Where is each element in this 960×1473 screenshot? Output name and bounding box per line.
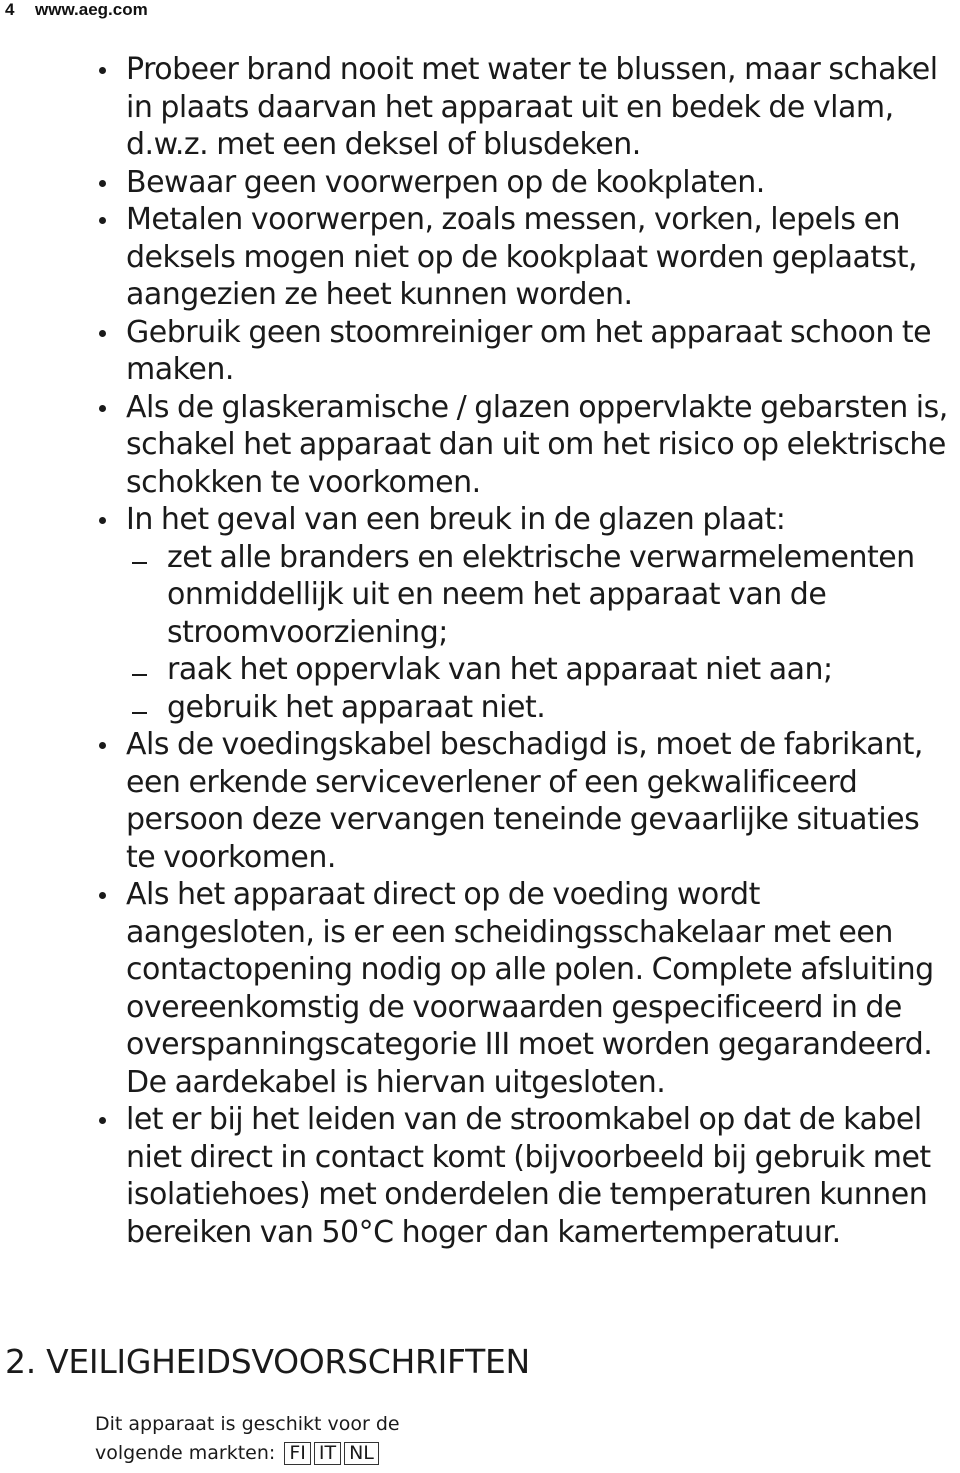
- bullet-item: [0, 1101, 960, 1251]
- market-code-box: FI: [284, 1442, 311, 1465]
- sub-list-item: [126, 539, 954, 652]
- bullet-text: Als het apparaat direct op de voeding wordt aangesloten, is er een scheidingsschakelaar met een contactopening nodig op alle polen. Complete afsluiting overeenkomstig de voorwaarden gespecificeerd in de overspanningscategorie III moet worden gegarandeerd. De aardekabel is hiervan uitgesloten.: [126, 877, 934, 1100]
- bullet-item: [0, 164, 960, 202]
- dash-icon: [132, 562, 147, 564]
- markets-note: [95, 1410, 400, 1468]
- page-number: 4: [5, 0, 15, 19]
- bullet-item: [0, 51, 960, 164]
- bullet-text: Als de glaskeramische / glazen oppervlakte gebarsten is, schakel het apparaat dan uit om het risico op elektrische schokken te voorkomen.: [126, 389, 948, 500]
- market-code-box: IT: [314, 1442, 341, 1465]
- dash-icon: [132, 712, 147, 714]
- bullet-item: [0, 726, 960, 876]
- bullet-dot-icon: [99, 517, 106, 524]
- website-url: www.aeg.com: [35, 0, 148, 19]
- bullet-text: Als de voedingskabel beschadigd is, moet de fabrikant, een erkende serviceverlener of een gekwalificeerd persoon deze vervangen teneinde gevaarlijke situaties te voorkomen.: [126, 727, 923, 875]
- bullet-text: let er bij het leiden van de stroomkabel op dat de kabel niet direct in contact komt (bijvoorbeeld bij gebruik met isolatiehoes) met onderdelen die temperaturen kunnen bereiken van 50°C hoger dan kamertemperatuur.: [126, 1102, 931, 1250]
- page-header: [5, 0, 148, 20]
- markets-line-1: Dit apparaat is geschikt voor de: [95, 1413, 400, 1435]
- markets-line-2: [95, 1439, 400, 1468]
- bullet-text: Metalen voorwerpen, zoals messen, vorken, lepels en deksels mogen niet op de kookplaat worden geplaatst, aangezien ze heet kunnen worden.: [126, 202, 918, 312]
- market-code-box: NL: [344, 1442, 379, 1465]
- bullet-dot-icon: [99, 330, 106, 337]
- bullet-text: Probeer brand nooit met water te blussen, maar schakel in plaats daarvan het apparaat uit en bedek de vlam, d.w.z. met een deksel of blusdeken.: [126, 52, 938, 162]
- bullet-item: [0, 201, 960, 314]
- sub-item-text: zet alle branders en elektrische verwarmelementen onmiddellijk uit en neem het apparaat van de stroomvoorziening;: [167, 539, 915, 650]
- sub-list-item: [126, 651, 954, 689]
- section-heading: 2. VEILIGHEIDSVOORSCHRIFTEN: [5, 1342, 530, 1381]
- bullet-dot-icon: [99, 217, 106, 224]
- bullet-item: [0, 501, 960, 726]
- safety-bullet-list: [0, 51, 960, 1251]
- bullet-text: Bewaar geen voorwerpen op de kookplaten.: [126, 164, 765, 200]
- sub-item-text: raak het oppervlak van het apparaat niet aan;: [167, 652, 833, 687]
- bullet-dot-icon: [99, 67, 106, 74]
- bullet-item: [0, 876, 960, 1101]
- markets-label: volgende markten:: [95, 1442, 276, 1464]
- bullet-text: In het geval van een breuk in de glazen plaat:: [126, 502, 786, 537]
- sub-item-text: gebruik het apparaat niet.: [167, 689, 546, 725]
- bullet-dot-icon: [99, 180, 106, 187]
- bullet-dot-icon: [99, 405, 106, 412]
- bullet-dot-icon: [99, 1117, 106, 1124]
- bullet-dot-icon: [99, 742, 106, 749]
- sub-list: [126, 539, 954, 727]
- sub-list-item: [126, 689, 954, 727]
- bullet-text: Gebruik geen stoomreiniger om het apparaat schoon te maken.: [126, 314, 932, 387]
- bullet-item: [0, 314, 960, 389]
- bullet-item: [0, 389, 960, 502]
- market-codes: [281, 1442, 379, 1464]
- dash-icon: [132, 674, 147, 676]
- bullet-dot-icon: [99, 892, 106, 899]
